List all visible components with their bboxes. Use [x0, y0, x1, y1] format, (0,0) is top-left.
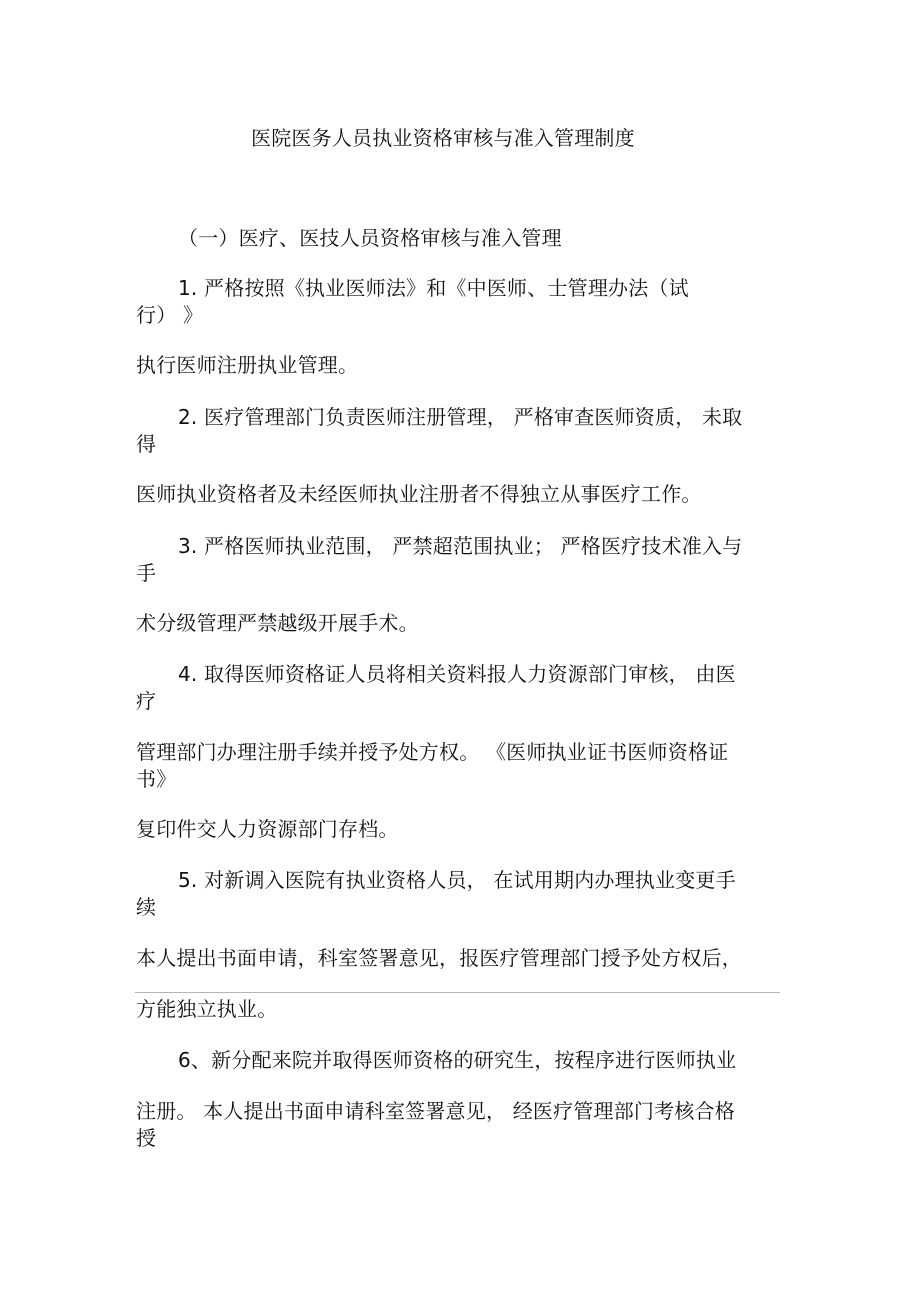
section-heading: （一）医疗、医技人员资格审核与准入管理 [178, 226, 562, 250]
paragraph-4-line-5: 复印件交人力资源部门存档。 [136, 817, 399, 841]
paragraph-5-line-4: 方能独立执业。 [136, 997, 278, 1021]
paragraph-1-line-1: 1. 严格按照《执业医师法》和《中医师、士管理办法（试 [178, 276, 689, 300]
paragraph-4-line-4: 书》 [136, 767, 177, 791]
horizontal-rule [135, 992, 780, 993]
paragraph-5-line-1: 5. 对新调入医院有执业资格人员， 在试用期内办理执业变更手 [178, 868, 736, 892]
paragraph-3-line-3: 术分级管理严禁越级开展手术。 [136, 611, 419, 635]
paragraph-6-line-3: 授 [136, 1126, 157, 1150]
paragraph-1-line-3: 执行医师注册执业管理。 [136, 353, 359, 377]
paragraph-4-line-3: 管理部门办理注册手续并授予处方权。 《医师执业证书医师资格证 [136, 740, 729, 764]
document-title: 医院医务人员执业资格审核与准入管理制度 [251, 126, 635, 150]
paragraph-4-line-1: 4. 取得医师资格证人员将相关资料报人力资源部门审核， 由医 [178, 662, 736, 686]
paragraph-2-line-1: 2. 医疗管理部门负责医师注册管理， 严格审查医师资质， 未取 [178, 405, 743, 429]
paragraph-1-line-2: 行） 》 [136, 303, 204, 327]
paragraph-4-line-2: 疗 [136, 689, 157, 713]
paragraph-2-line-2: 得 [136, 432, 157, 456]
paragraph-3-line-2: 手 [136, 561, 157, 585]
paragraph-2-line-3: 医师执业资格者及未经医师执业注册者不得独立从事医疗工作。 [136, 482, 702, 506]
paragraph-6-line-1: 6、新分配来院并取得医师资格的研究生，按程序进行医师执业 [178, 1048, 737, 1072]
paragraph-5-line-2: 续 [136, 895, 157, 919]
paragraph-6-line-2: 注册。 本人提出书面申请科室签署意见， 经医疗管理部门考核合格 [136, 1099, 735, 1123]
paragraph-5-line-3: 本人提出书面申请，科室签署意见，报医疗管理部门授予处方权后， [136, 946, 742, 970]
paragraph-3-line-1: 3. 严格医师执业范围， 严禁超范围执业； 严格医疗技术准入与 [178, 534, 743, 558]
